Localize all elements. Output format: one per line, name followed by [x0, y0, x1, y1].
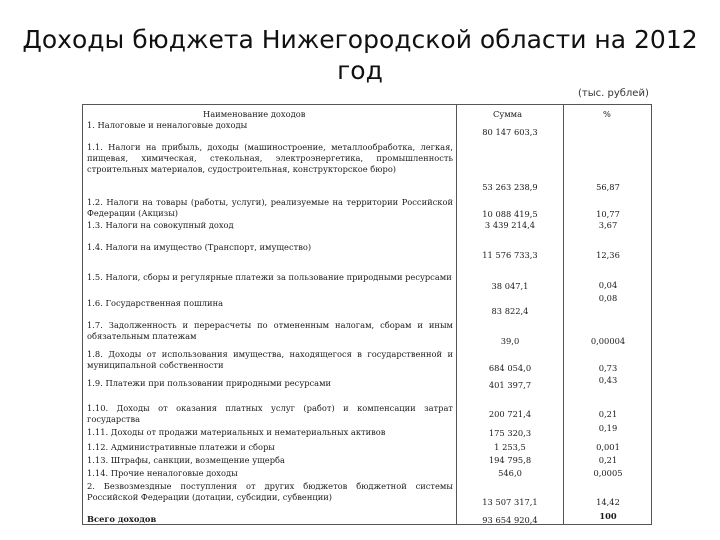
row-name: 1.12. Административные платежи и сборы: [87, 442, 275, 452]
row-pct: 14,42: [596, 497, 620, 507]
row-name: 1.9. Платежи при пользовании природными ресурсами: [87, 378, 332, 388]
row-pct: 0,19: [598, 423, 618, 433]
row-name: 1.3. Налоги на совокупный доход: [87, 220, 234, 230]
row-pct: 0,43: [598, 375, 618, 385]
row-name: 1.11. Доходы от продажи материальных и нематериальных активов: [87, 427, 386, 437]
row-name: 1.1. Налоги на прибыль, доходы (машиностроение, металлообработка, легкая, пищевая, химическая, стекольная, электроэнергетика, промышленность строительных материалов, судостроительная, конструкторское бюро): [87, 142, 453, 174]
row-sum: 38 047,1: [491, 281, 529, 291]
total-pct: 100: [599, 511, 617, 521]
total-label: Всего доходов: [87, 514, 157, 524]
row-sum: 11 576 733,3: [482, 250, 538, 260]
row-pct: 56,87: [596, 182, 620, 192]
title-line-1: Доходы бюджета Нижегородской области на 2012: [22, 25, 698, 54]
row-name: 1.13. Штрафы, санкции, возмещение ущерба: [87, 455, 285, 465]
row-pct: 3,67: [598, 220, 618, 230]
row-name: 1. Налоговые и неналоговые доходы: [87, 120, 248, 130]
row-name: 1.14. Прочие неналоговые доходы: [87, 468, 238, 478]
row-sum: 546,0: [498, 468, 522, 478]
row-sum: 200 721,4: [488, 409, 532, 419]
row-name: 1.4. Налоги на имущество (Транспорт, имущество): [87, 242, 312, 252]
row-pct: 0,21: [598, 455, 618, 465]
row-name: 1.7. Задолженность и перерасчеты по отмененным налогам, сборам и иным обязательным платежам: [87, 320, 453, 341]
page-title: [0, 24, 720, 86]
row-sum: 175 320,3: [488, 428, 532, 438]
row-sum: 10 088 419,5: [482, 209, 538, 219]
row-name: 1.8. Доходы от использования имущества, находящегося в государственной и муниципальной собственности: [87, 349, 453, 370]
row-pct: 0,0005: [593, 468, 623, 478]
row-pct: 0,73: [598, 363, 618, 373]
header-sum: Сумма: [493, 109, 523, 119]
row-pct: 0,21: [598, 409, 618, 419]
total-sum: 93 654 920,4: [482, 515, 538, 525]
unit-note: (тыс. рублей): [578, 88, 649, 99]
row-name: 1.10. Доходы от оказания платных услуг (работ) и компенсации затрат государства: [87, 403, 453, 424]
row-name: 1.2. Налоги на товары (работы, услуги), реализуемые на территории Российской Федерации (Акцизы): [87, 197, 453, 218]
header-name: Наименование доходов: [203, 109, 306, 119]
row-name: 2. Безвозмездные поступления от других бюджетов бюджетной системы Российской Федерации (дотации, субсидии, субвенции): [87, 481, 453, 502]
row-pct: 0,08: [598, 293, 618, 303]
row-sum: 3 439 214,4: [484, 220, 536, 230]
title-line-2: год: [337, 56, 383, 85]
row-sum: 83 822,4: [491, 306, 529, 316]
row-sum: 401 397,7: [488, 380, 532, 390]
row-pct: 0,00004: [590, 336, 626, 346]
row-pct: 10,77: [596, 209, 620, 219]
row-pct: 0,001: [596, 442, 620, 452]
row-name: 1.6. Государственная пошлина: [87, 298, 224, 308]
row-pct: 0,04: [598, 280, 618, 290]
row-sum: 1 253,5: [494, 442, 526, 452]
header-pct: %: [603, 109, 611, 119]
row-sum: 13 507 317,1: [482, 497, 538, 507]
row-name: 1.5. Налоги, сборы и регулярные платежи за пользование природными ресурсами: [87, 272, 452, 282]
row-sum: 39,0: [500, 336, 520, 346]
row-sum: 684 054,0: [488, 363, 532, 373]
row-sum: 80 147 603,3: [482, 127, 538, 137]
row-sum: 194 795,8: [488, 455, 532, 465]
row-pct: 12,36: [596, 250, 620, 260]
revenue-table: [82, 104, 652, 525]
row-sum: 53 263 238,9: [482, 182, 538, 192]
